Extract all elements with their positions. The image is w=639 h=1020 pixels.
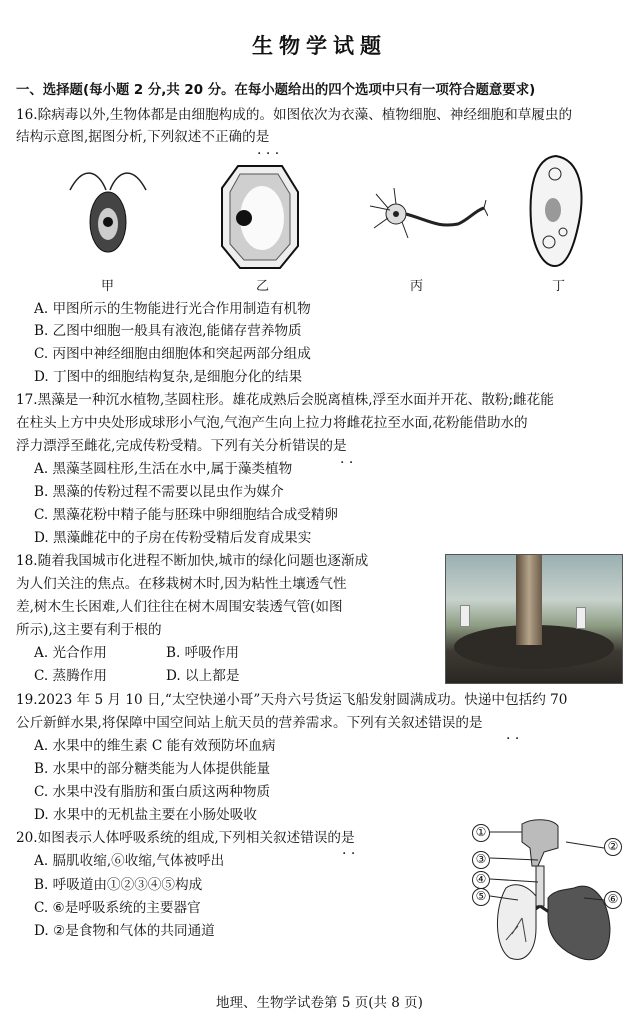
q18-stem-line4: 所示),这主要有利于根的 [16, 622, 162, 638]
q18-option-b: B. 呼吸作用 [166, 645, 240, 661]
q18-stem-line3: 差,树木生长困难,人们往往在树木周围安装透气管(如图 [16, 599, 343, 615]
label-leader-lines [488, 828, 608, 908]
q18-stem-line1: 18.随着我国城市化进程不断加快,城市的绿化问题也逐渐成 [16, 553, 369, 569]
q17-option-d: D. 黑藻雌花中的子房在传粉受精后发育成果实 [34, 530, 312, 546]
neuron-figure [368, 180, 488, 250]
q16-stem-line1: 16.除病毒以外,生物体都是由细胞构成的。如图依次为衣藻、植物细胞、神经细胞和草履虫的 [16, 107, 573, 123]
q16-option-d: D. 丁图中的细胞结构复杂,是细胞分化的结果 [34, 369, 303, 385]
label-1: ① [472, 824, 490, 842]
q19-stem-line1: 19.2023 年 5 月 10 日,“太空快递小哥”天舟六号货运飞船发射圆满成功。快递中包括约 70 [16, 692, 568, 708]
q20-option-a: A. 膈肌收缩,⑥收缩,气体被呼出 [34, 853, 225, 869]
ventilation-pipe [576, 607, 586, 629]
label-6: ⑥ [604, 891, 622, 909]
q18-option-c: C. 蒸腾作用 [34, 668, 107, 684]
caption-yi: 乙 [256, 279, 270, 294]
emphasis-dots: · · [340, 455, 354, 471]
q16-option-c: C. 丙图中神经细胞由细胞体和突起两部分组成 [34, 346, 311, 362]
q19-option-b: B. 水果中的部分糖类能为人体提供能量 [34, 761, 271, 777]
q20-stem-line1: 20.如图表示人体呼吸系统的组成,下列相关叙述错误的是 [16, 830, 355, 846]
plant-cell-figure [218, 162, 302, 272]
paramecium-figure [525, 152, 587, 270]
section-heading: 一、选择题(每小题 2 分,共 20 分。在每小题给出的四个选项中只有一项符合题意要求) [16, 83, 536, 98]
caption-ding: 丁 [552, 279, 566, 294]
q20-option-c: C. ⑥是呼吸系统的主要器官 [34, 900, 201, 916]
tree-ventilation-photo [445, 554, 623, 684]
q17-stem-line1: 17.黑藻是一种沉水植物,茎圆柱形。雄花成熟后会脱离植株,浮至水面并开花、散粉;雌花能 [16, 392, 554, 408]
emphasis-dots: · · [342, 846, 356, 862]
q18-option-a: A. 光合作用 [34, 645, 107, 661]
label-3: ③ [472, 851, 490, 869]
chlamydomonas-figure [58, 160, 158, 270]
q17-stem-line3: 浮力漂浮至雌花,完成传粉受精。下列有关分析错误的是 [16, 438, 347, 454]
q19-option-a: A. 水果中的维生素 C 能有效预防坏血病 [34, 738, 276, 754]
q17-stem-line2: 在柱头上方中央处形成球形小气泡,气泡产生向上拉力将雌花拉至水面,花粉能借助水的 [16, 415, 528, 431]
emphasis-dots: · · [506, 731, 520, 747]
label-4: ④ [472, 871, 490, 889]
page-footer: 地理、生物学试卷第 5 页(共 8 页) [216, 995, 423, 1011]
q18-stem-line2: 为人们关注的焦点。在移栽树木时,因为粘性土壤透气性 [16, 576, 347, 592]
q17-option-b: B. 黑藻的传粉过程不需要以昆虫作为媒介 [34, 484, 284, 500]
q20-option-b: B. 呼吸道由①②③④⑤构成 [34, 877, 203, 893]
caption-bing: 丙 [410, 279, 424, 294]
label-2: ② [604, 838, 622, 856]
q18-option-d: D. 以上都是 [166, 668, 240, 684]
q16-option-b: B. 乙图中细胞一般具有液泡,能储存营养物质 [34, 323, 302, 339]
label-5: ⑤ [472, 888, 490, 906]
caption-jia: 甲 [101, 279, 115, 294]
tree-trunk [516, 555, 542, 645]
q20-option-d: D. ②是食物和气体的共同通道 [34, 923, 215, 939]
q16-stem-line2: 结构示意图,据图分析,下列叙述不正确的是 [16, 129, 270, 145]
q17-option-c: C. 黑藻花粉中精子能与胚珠中卵细胞结合成受精卵 [34, 507, 339, 523]
q17-option-a: A. 黑藻茎圆柱形,生活在水中,属于藻类植物 [34, 461, 293, 477]
emphasis-dots: · · · [257, 146, 280, 162]
ventilation-pipe [460, 605, 470, 627]
q16-option-a: A. 甲图所示的生物能进行光合作用制造有机物 [34, 301, 311, 317]
q19-stem-line2: 公斤新鲜水果,将保障中国空间站上航天员的营养需求。下列有关叙述错误的是 [16, 715, 483, 731]
q19-option-c: C. 水果中没有脂肪和蛋白质这两种物质 [34, 784, 271, 800]
page-title: 生物学试题 [252, 34, 387, 58]
q19-option-d: D. 水果中的无机盐主要在小肠处吸收 [34, 807, 257, 823]
